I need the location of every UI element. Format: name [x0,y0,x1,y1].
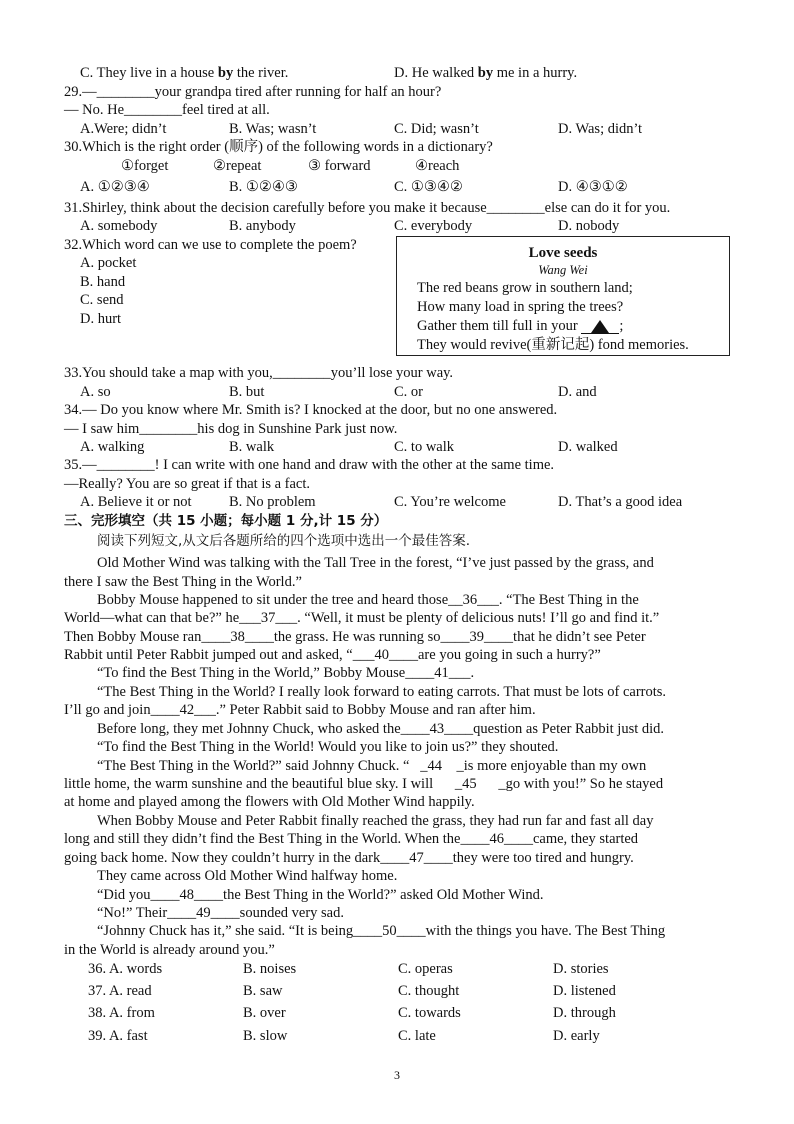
option-35C: C. You’re welcome [394,494,506,510]
page-number: 3 [394,1068,400,1082]
passage-line: Before long, they met Johnny Chuck, who asked the____43____question as Peter Rabbit just did. [97,721,665,737]
option-30C: C. ①③④② [394,179,463,195]
option-35B: B. No problem [229,494,316,510]
section-3-heading: 三、完形填空（共 15 小题；每小题 1 分,计 15 分） [64,513,388,529]
poem-title: Love seeds [528,245,598,261]
word-2: ②repeat [213,158,262,174]
option-38C: C. towards [398,1005,461,1021]
option-31B: B. anybody [229,218,296,234]
question-34-response: — I saw him________his dog in Sunshine Park just now. [64,421,398,437]
option-32C: C. send [80,292,124,308]
poem-box [396,236,730,356]
passage-line: Bobby Mouse happened to sit under the tree and heard those__36___. “The Best Thing in the [97,592,639,608]
poem-line-2: How many load in spring the trees? [417,299,624,315]
option-32B: B. hand [80,274,126,290]
option-34C: C. to walk [394,439,455,455]
option-33B: B. but [229,384,265,400]
poem-author: Wang Wei [538,263,588,277]
poem-blank [581,319,619,334]
poem-line-1: The red beans grow in southern land; [417,280,633,296]
question-29-response: — No. He________feel tired at all. [64,102,270,118]
option-33A: A. so [80,384,111,400]
question-31: 31.Shirley, think about the decision carefully before you make it because________else can do it for you. [64,200,671,216]
option-36D: D. stories [553,961,609,977]
poem-line-3: Gather them till full in your ; [417,318,624,334]
passage-line: Rabbit until Peter Rabbit jumped out and asked, “___40____are you going in such a hurry?” [64,647,601,663]
option-32D: D. hurt [80,311,122,327]
passage-line: “No!” Their____49____sounded very sad. [97,905,344,921]
option-29D: D. Was; didn’t [558,121,643,137]
passage-line: Old Mother Wind was talking with the Tall Tree in the forest, “I’ve just passed by the grass, and [97,555,654,571]
passage-line: They came across Old Mother Wind halfway home. [97,868,398,884]
option-36C: C. operas [398,961,453,977]
option-31D: D. nobody [558,218,620,234]
passage-line: “The Best Thing in the World? I really look forward to eating carrots. That must be lots of carrots. [97,684,667,700]
option-30D: D. ④③①② [558,179,628,195]
passage-line: there I saw the Best Thing in the World.” [64,574,302,590]
option-28C: C. They live in a house by the river. [80,65,289,81]
passage-line: Then Bobby Mouse ran____38____the grass. He was running so____39____that he didn’t see Peter [64,629,646,645]
passage-line: long and still they didn’t find the Best Thing in the World. When the____46____came, they started [64,831,639,847]
option-35A: A. Believe it or not [80,494,192,510]
option-35D: D. That’s a good idea [558,494,683,510]
option-39D: D. early [553,1028,600,1044]
passage-line: in the World is already around you.” [64,942,275,958]
option-37D: D. listened [553,983,616,999]
word-1: ①forget [121,158,169,174]
question-30: 30.Which is the right order (顺序) of the following words in a dictionary? [64,139,493,155]
question-35: 35.—________! I can write with one hand and draw with the other at the same time. [64,457,555,473]
option-31A: A. somebody [80,218,158,234]
passage-line: at home and played among the flowers with Old Mother Wind happily. [64,794,475,810]
passage-line: going back home. Now they couldn’t hurry in the dark____47____they were too tired and hungry. [64,850,634,866]
word-4: ④reach [415,158,460,174]
option-34A: A. walking [80,439,145,455]
option-31C: C. everybody [394,218,473,234]
triangle-icon [591,320,609,333]
question-35-response: —Really? You are so great if that is a fact. [64,476,311,492]
option-33C: C. or [394,384,423,400]
option-37B: B. saw [243,983,283,999]
option-37A: 37. A. read [88,983,152,999]
option-30A: A. ①②③④ [80,179,150,195]
passage-line: “The Best Thing in the World?” said Johnny Chuck. “ _44 _is more enjoyable than my own [97,758,647,774]
option-32A: A. pocket [80,255,137,271]
question-29: 29.—________your grandpa tired after running for half an hour? [64,84,442,100]
option-38D: D. through [553,1005,616,1021]
passage-line: “Johnny Chuck has it,” she said. “It is being____50____with the things you have. The Best Thing [97,923,666,939]
option-34D: D. walked [558,439,618,455]
option-37C: C. thought [398,983,460,999]
option-34B: B. walk [229,439,275,455]
option-36A: 36. A. words [88,961,163,977]
passage-line: “Did you____48____the Best Thing in the World?” asked Old Mother Wind. [97,887,544,903]
option-36B: B. noises [243,961,297,977]
passage-line: When Bobby Mouse and Peter Rabbit finally reached the grass, they had run far and fast all day [97,813,654,829]
option-39A: 39. A. fast [88,1028,148,1044]
option-29B: B. Was; wasn’t [229,121,317,137]
question-33: 33.You should take a map with you,________you’ll lose your way. [64,365,454,381]
poem-line-4: They would revive(重新记起) fond memories. [417,337,689,353]
option-39C: C. late [398,1028,436,1044]
word-3: ③ forward [308,158,371,174]
option-29C: C. Did; wasn’t [394,121,479,137]
passage-line: “To find the Best Thing in the World,” Bobby Mouse____41___. [97,665,475,681]
question-34: 34.— Do you know where Mr. Smith is? I knocked at the door, but no one answered. [64,402,558,418]
option-38A: 38. A. from [88,1005,155,1021]
option-29A: A.Were; didn’t [80,121,167,137]
option-28D: D. He walked by me in a hurry. [394,65,578,81]
passage-line: World—what can that be?” he___37___. “Well, it must be plenty of delicious nuts! I’ll go and find it.” [64,610,660,626]
passage-line: I’ll go and join____42___.” Peter Rabbit said to Bobby Mouse and ran after him. [64,702,536,718]
section-3-instructions: 阅读下列短文,从文后各题所给的四个选项中选出一个最佳答案. [97,533,471,549]
option-38B: B. over [243,1005,286,1021]
option-33D: D. and [558,384,597,400]
passage-line: little home, the warm sunshine and the beautiful blue sky. I will _45 _go with you!” So he stayed [64,776,664,792]
question-32: 32.Which word can we use to complete the poem? [64,237,357,253]
passage-line: “To find the Best Thing in the World! Would you like to join us?” they shouted. [97,739,559,755]
option-39B: B. slow [243,1028,288,1044]
option-30B: B. ①②④③ [229,179,298,195]
